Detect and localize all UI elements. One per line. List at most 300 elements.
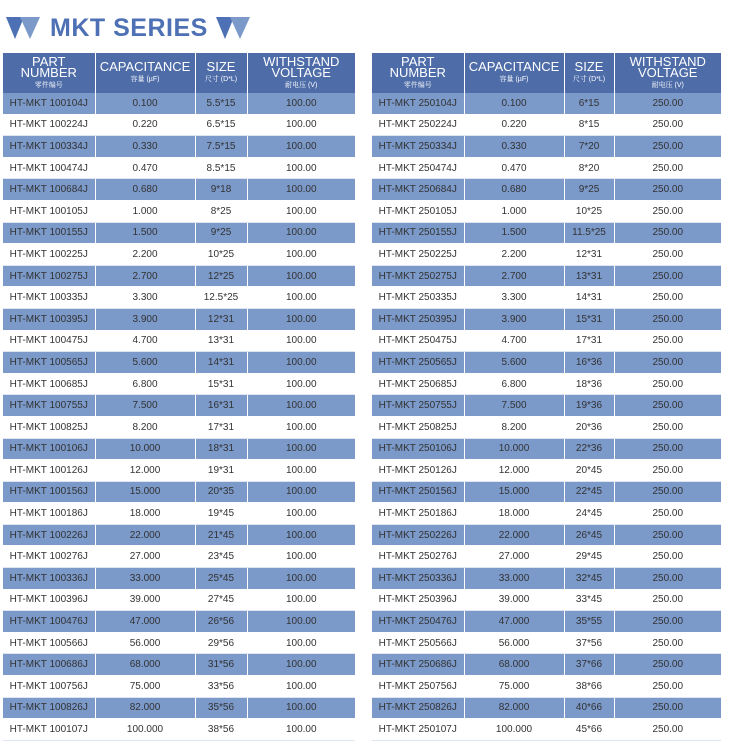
- cell-size: 12*31: [195, 308, 247, 330]
- cell-part-number: HT-MKT 250156J: [372, 481, 464, 503]
- cell-part-number: HT-MKT 250684J: [372, 179, 464, 201]
- cell-voltage: 100.00: [247, 676, 355, 698]
- cell-voltage: 100.00: [247, 395, 355, 417]
- cell-capacitance: 22.000: [95, 524, 195, 546]
- cell-capacitance: 100.000: [95, 719, 195, 741]
- header-size: SIZE 尺寸 (D*L): [195, 53, 247, 93]
- cell-capacitance: 0.220: [95, 114, 195, 136]
- cell-part-number: HT-MKT 250105J: [372, 200, 464, 222]
- table-row: [372, 438, 721, 460]
- cell-voltage: 100.00: [247, 287, 355, 309]
- cell-voltage: 100.00: [247, 719, 355, 741]
- cell-voltage: 100.00: [247, 568, 355, 590]
- table-header-row: [3, 53, 355, 93]
- cell-part-number: HT-MKT 100474J: [3, 157, 95, 179]
- table-row: [3, 481, 355, 503]
- table-row: [3, 719, 355, 741]
- cell-capacitance: 2.200: [95, 244, 195, 266]
- cell-part-number: HT-MKT 250276J: [372, 546, 464, 568]
- cell-voltage: 100.00: [247, 136, 355, 158]
- cell-part-number: HT-MKT 250334J: [372, 136, 464, 158]
- cell-voltage: 100.00: [247, 654, 355, 676]
- cell-voltage: 100.00: [247, 265, 355, 287]
- cell-size: 32*45: [564, 568, 614, 590]
- cell-part-number: HT-MKT 100186J: [3, 503, 95, 525]
- cell-capacitance: 6.800: [95, 373, 195, 395]
- table-row: [3, 308, 355, 330]
- cell-size: 17*31: [564, 330, 614, 352]
- cell-part-number: HT-MKT 100224J: [3, 114, 95, 136]
- cell-part-number: HT-MKT 250685J: [372, 373, 464, 395]
- cell-size: 26*56: [195, 611, 247, 633]
- cell-size: 10*25: [564, 200, 614, 222]
- cell-capacitance: 2.700: [464, 265, 564, 287]
- cell-voltage: 250.00: [614, 719, 721, 741]
- cell-voltage: 100.00: [247, 222, 355, 244]
- cell-size: 37*66: [564, 654, 614, 676]
- table-row: [372, 244, 721, 266]
- cell-size: 38*66: [564, 676, 614, 698]
- table-row: [3, 93, 355, 114]
- cell-size: 18*31: [195, 438, 247, 460]
- cell-capacitance: 1.000: [95, 200, 195, 222]
- double-triangle-icon: [6, 15, 42, 41]
- cell-voltage: 100.00: [247, 611, 355, 633]
- cell-part-number: HT-MKT 100106J: [3, 438, 95, 460]
- header-part-number: PART NUMBER 零件编号: [3, 53, 95, 93]
- cell-size: 14*31: [564, 287, 614, 309]
- cell-capacitance: 7.500: [464, 395, 564, 417]
- spec-table-100v: [3, 53, 355, 741]
- cell-part-number: HT-MKT 100685J: [3, 373, 95, 395]
- table-row: [3, 589, 355, 611]
- cell-size: 31*56: [195, 654, 247, 676]
- cell-capacitance: 0.680: [464, 179, 564, 201]
- cell-size: 13*31: [195, 330, 247, 352]
- cell-capacitance: 39.000: [464, 589, 564, 611]
- table-header-row: [372, 53, 721, 93]
- table-row: [372, 136, 721, 158]
- table-row: [372, 157, 721, 179]
- table-row: [3, 676, 355, 698]
- cell-voltage: 250.00: [614, 697, 721, 719]
- cell-capacitance: 10.000: [464, 438, 564, 460]
- cell-voltage: 250.00: [614, 352, 721, 374]
- table-row: [3, 416, 355, 438]
- table-row: [372, 654, 721, 676]
- cell-size: 12.5*25: [195, 287, 247, 309]
- table-row: [372, 524, 721, 546]
- cell-part-number: HT-MKT 100825J: [3, 416, 95, 438]
- cell-part-number: HT-MKT 250565J: [372, 352, 464, 374]
- cell-voltage: 100.00: [247, 481, 355, 503]
- cell-size: 19*45: [195, 503, 247, 525]
- table-row: [372, 265, 721, 287]
- cell-part-number: HT-MKT 100755J: [3, 395, 95, 417]
- cell-size: 7.5*15: [195, 136, 247, 158]
- table-row: [3, 524, 355, 546]
- table-row: [3, 287, 355, 309]
- cell-capacitance: 22.000: [464, 524, 564, 546]
- cell-part-number: HT-MKT 100566J: [3, 632, 95, 654]
- cell-part-number: HT-MKT 100565J: [3, 352, 95, 374]
- cell-capacitance: 82.000: [95, 697, 195, 719]
- table-row: [372, 395, 721, 417]
- cell-part-number: HT-MKT 100476J: [3, 611, 95, 633]
- cell-voltage: 250.00: [614, 330, 721, 352]
- cell-part-number: HT-MKT 250756J: [372, 676, 464, 698]
- table-row: [372, 114, 721, 136]
- table-row: [372, 460, 721, 482]
- cell-voltage: 100.00: [247, 416, 355, 438]
- cell-part-number: HT-MKT 250126J: [372, 460, 464, 482]
- cell-size: 22*45: [564, 481, 614, 503]
- cell-part-number: HT-MKT 100104J: [3, 93, 95, 114]
- cell-voltage: 100.00: [247, 546, 355, 568]
- cell-voltage: 100.00: [247, 330, 355, 352]
- cell-part-number: HT-MKT 100684J: [3, 179, 95, 201]
- cell-part-number: HT-MKT 100105J: [3, 200, 95, 222]
- cell-size: 33*56: [195, 676, 247, 698]
- table-row: [3, 568, 355, 590]
- cell-voltage: 100.00: [247, 352, 355, 374]
- cell-part-number: HT-MKT 100826J: [3, 697, 95, 719]
- cell-capacitance: 5.600: [95, 352, 195, 374]
- cell-capacitance: 82.000: [464, 697, 564, 719]
- cell-size: 12*31: [564, 244, 614, 266]
- cell-voltage: 250.00: [614, 222, 721, 244]
- cell-capacitance: 33.000: [95, 568, 195, 590]
- cell-capacitance: 56.000: [464, 632, 564, 654]
- cell-capacitance: 0.680: [95, 179, 195, 201]
- cell-size: 12*25: [195, 265, 247, 287]
- cell-voltage: 250.00: [614, 114, 721, 136]
- cell-voltage: 250.00: [614, 568, 721, 590]
- cell-voltage: 250.00: [614, 179, 721, 201]
- cell-voltage: 250.00: [614, 395, 721, 417]
- cell-voltage: 100.00: [247, 157, 355, 179]
- cell-size: 9*25: [195, 222, 247, 244]
- cell-part-number: HT-MKT 100475J: [3, 330, 95, 352]
- cell-part-number: HT-MKT 100686J: [3, 654, 95, 676]
- table-row: [372, 611, 721, 633]
- cell-voltage: 250.00: [614, 632, 721, 654]
- cell-voltage: 100.00: [247, 524, 355, 546]
- header-voltage: WITHSTAND VOLTAGE 耐电压 (V): [614, 53, 721, 93]
- cell-capacitance: 6.800: [464, 373, 564, 395]
- table-row: [372, 308, 721, 330]
- cell-part-number: HT-MKT 250335J: [372, 287, 464, 309]
- table-row: [372, 697, 721, 719]
- cell-capacitance: 5.600: [464, 352, 564, 374]
- table-row: [3, 114, 355, 136]
- cell-capacitance: 1.000: [464, 200, 564, 222]
- table-row: [3, 546, 355, 568]
- cell-size: 7*20: [564, 136, 614, 158]
- table-row: [372, 546, 721, 568]
- cell-capacitance: 27.000: [95, 546, 195, 568]
- cell-part-number: HT-MKT 250186J: [372, 503, 464, 525]
- cell-voltage: 250.00: [614, 460, 721, 482]
- cell-part-number: HT-MKT 100126J: [3, 460, 95, 482]
- cell-capacitance: 47.000: [464, 611, 564, 633]
- table-row: [3, 244, 355, 266]
- table-row: [372, 719, 721, 741]
- cell-part-number: HT-MKT 250825J: [372, 416, 464, 438]
- cell-part-number: HT-MKT 100276J: [3, 546, 95, 568]
- cell-part-number: HT-MKT 100155J: [3, 222, 95, 244]
- table-row: [372, 93, 721, 114]
- title-bar: [6, 8, 252, 48]
- cell-size: 37*56: [564, 632, 614, 654]
- cell-size: 19*36: [564, 395, 614, 417]
- table-row: [372, 589, 721, 611]
- cell-voltage: 100.00: [247, 179, 355, 201]
- table-row: [3, 200, 355, 222]
- cell-capacitance: 8.200: [464, 416, 564, 438]
- cell-size: 19*31: [195, 460, 247, 482]
- cell-part-number: HT-MKT 250396J: [372, 589, 464, 611]
- cell-size: 38*56: [195, 719, 247, 741]
- cell-voltage: 250.00: [614, 287, 721, 309]
- cell-part-number: HT-MKT 250155J: [372, 222, 464, 244]
- cell-voltage: 250.00: [614, 589, 721, 611]
- cell-voltage: 250.00: [614, 265, 721, 287]
- table-row: [372, 481, 721, 503]
- cell-size: 8*25: [195, 200, 247, 222]
- page-title: MKT SERIES: [50, 14, 208, 42]
- table-row: [3, 503, 355, 525]
- cell-capacitance: 47.000: [95, 611, 195, 633]
- table-row: [372, 676, 721, 698]
- cell-size: 35*55: [564, 611, 614, 633]
- cell-capacitance: 0.100: [95, 93, 195, 114]
- cell-part-number: HT-MKT 250686J: [372, 654, 464, 676]
- cell-size: 16*36: [564, 352, 614, 374]
- cell-part-number: HT-MKT 100275J: [3, 265, 95, 287]
- cell-capacitance: 12.000: [464, 460, 564, 482]
- cell-capacitance: 1.500: [464, 222, 564, 244]
- cell-capacitance: 18.000: [464, 503, 564, 525]
- cell-voltage: 250.00: [614, 136, 721, 158]
- cell-capacitance: 12.000: [95, 460, 195, 482]
- table-row: [3, 157, 355, 179]
- cell-size: 26*45: [564, 524, 614, 546]
- table-row: [3, 265, 355, 287]
- cell-size: 6.5*15: [195, 114, 247, 136]
- table-body: [3, 93, 355, 740]
- cell-size: 14*31: [195, 352, 247, 374]
- header-capacitance: CAPACITANCE 容量 (µF): [95, 53, 195, 93]
- cell-capacitance: 3.900: [95, 308, 195, 330]
- cell-size: 21*45: [195, 524, 247, 546]
- cell-voltage: 100.00: [247, 244, 355, 266]
- cell-size: 11.5*25: [564, 222, 614, 244]
- cell-part-number: HT-MKT 250104J: [372, 93, 464, 114]
- cell-capacitance: 3.300: [95, 287, 195, 309]
- cell-size: 33*45: [564, 589, 614, 611]
- cell-capacitance: 4.700: [95, 330, 195, 352]
- cell-voltage: 250.00: [614, 524, 721, 546]
- cell-size: 9*18: [195, 179, 247, 201]
- cell-voltage: 100.00: [247, 373, 355, 395]
- cell-size: 45*66: [564, 719, 614, 741]
- cell-voltage: 100.00: [247, 460, 355, 482]
- table-row: [372, 287, 721, 309]
- table-row: [3, 395, 355, 417]
- spec-table-250v: [372, 53, 721, 741]
- cell-size: 15*31: [564, 308, 614, 330]
- table-row: [3, 373, 355, 395]
- table-row: [3, 460, 355, 482]
- cell-part-number: HT-MKT 100334J: [3, 136, 95, 158]
- table-row: [3, 654, 355, 676]
- cell-capacitance: 0.220: [464, 114, 564, 136]
- table-row: [372, 222, 721, 244]
- cell-size: 10*25: [195, 244, 247, 266]
- cell-part-number: HT-MKT 250566J: [372, 632, 464, 654]
- cell-part-number: HT-MKT 250475J: [372, 330, 464, 352]
- table-row: [3, 632, 355, 654]
- cell-voltage: 250.00: [614, 157, 721, 179]
- cell-capacitance: 100.000: [464, 719, 564, 741]
- cell-capacitance: 0.330: [95, 136, 195, 158]
- table-row: [372, 200, 721, 222]
- cell-part-number: HT-MKT 100156J: [3, 481, 95, 503]
- table-row: [372, 632, 721, 654]
- cell-part-number: HT-MKT 100226J: [3, 524, 95, 546]
- cell-size: 24*45: [564, 503, 614, 525]
- cell-part-number: HT-MKT 100756J: [3, 676, 95, 698]
- cell-voltage: 250.00: [614, 93, 721, 114]
- cell-capacitance: 75.000: [95, 676, 195, 698]
- cell-capacitance: 3.300: [464, 287, 564, 309]
- cell-part-number: HT-MKT 100225J: [3, 244, 95, 266]
- table-row: [3, 222, 355, 244]
- cell-size: 8*20: [564, 157, 614, 179]
- cell-size: 20*35: [195, 481, 247, 503]
- cell-size: 25*45: [195, 568, 247, 590]
- cell-size: 23*45: [195, 546, 247, 568]
- cell-voltage: 250.00: [614, 244, 721, 266]
- table-row: [372, 503, 721, 525]
- cell-size: 5.5*15: [195, 93, 247, 114]
- cell-capacitance: 4.700: [464, 330, 564, 352]
- table-row: [372, 568, 721, 590]
- cell-size: 15*31: [195, 373, 247, 395]
- cell-size: 16*31: [195, 395, 247, 417]
- cell-voltage: 250.00: [614, 416, 721, 438]
- cell-voltage: 250.00: [614, 676, 721, 698]
- cell-part-number: HT-MKT 250476J: [372, 611, 464, 633]
- cell-capacitance: 3.900: [464, 308, 564, 330]
- cell-voltage: 100.00: [247, 697, 355, 719]
- cell-voltage: 250.00: [614, 200, 721, 222]
- cell-capacitance: 2.200: [464, 244, 564, 266]
- cell-part-number: HT-MKT 250336J: [372, 568, 464, 590]
- cell-voltage: 250.00: [614, 308, 721, 330]
- cell-voltage: 250.00: [614, 438, 721, 460]
- table-row: [372, 416, 721, 438]
- cell-part-number: HT-MKT 100395J: [3, 308, 95, 330]
- cell-voltage: 250.00: [614, 373, 721, 395]
- cell-size: 20*45: [564, 460, 614, 482]
- cell-part-number: HT-MKT 250107J: [372, 719, 464, 741]
- cell-voltage: 250.00: [614, 503, 721, 525]
- table-row: [3, 136, 355, 158]
- table-row: [3, 352, 355, 374]
- cell-size: 8.5*15: [195, 157, 247, 179]
- cell-size: 22*36: [564, 438, 614, 460]
- double-triangle-icon: [216, 15, 252, 41]
- cell-size: 6*15: [564, 93, 614, 114]
- table-row: [3, 611, 355, 633]
- cell-part-number: HT-MKT 100107J: [3, 719, 95, 741]
- cell-part-number: HT-MKT 250275J: [372, 265, 464, 287]
- cell-voltage: 100.00: [247, 438, 355, 460]
- cell-size: 17*31: [195, 416, 247, 438]
- cell-capacitance: 7.500: [95, 395, 195, 417]
- table-row: [3, 697, 355, 719]
- cell-size: 20*36: [564, 416, 614, 438]
- cell-voltage: 100.00: [247, 200, 355, 222]
- cell-capacitance: 18.000: [95, 503, 195, 525]
- cell-part-number: HT-MKT 250224J: [372, 114, 464, 136]
- cell-size: 35*56: [195, 697, 247, 719]
- table-row: [372, 373, 721, 395]
- cell-voltage: 250.00: [614, 481, 721, 503]
- cell-capacitance: 10.000: [95, 438, 195, 460]
- cell-voltage: 100.00: [247, 589, 355, 611]
- cell-voltage: 250.00: [614, 546, 721, 568]
- cell-capacitance: 15.000: [95, 481, 195, 503]
- cell-capacitance: 2.700: [95, 265, 195, 287]
- header-voltage: WITHSTAND VOLTAGE 耐电压 (V): [247, 53, 355, 93]
- cell-part-number: HT-MKT 100336J: [3, 568, 95, 590]
- table-row: [372, 352, 721, 374]
- cell-size: 29*56: [195, 632, 247, 654]
- cell-voltage: 100.00: [247, 93, 355, 114]
- cell-part-number: HT-MKT 100396J: [3, 589, 95, 611]
- cell-part-number: HT-MKT 250226J: [372, 524, 464, 546]
- cell-capacitance: 0.330: [464, 136, 564, 158]
- cell-capacitance: 33.000: [464, 568, 564, 590]
- table-body: [372, 93, 721, 740]
- cell-capacitance: 68.000: [95, 654, 195, 676]
- cell-part-number: HT-MKT 250755J: [372, 395, 464, 417]
- table-row: [372, 179, 721, 201]
- cell-capacitance: 68.000: [464, 654, 564, 676]
- cell-capacitance: 75.000: [464, 676, 564, 698]
- cell-size: 13*31: [564, 265, 614, 287]
- cell-capacitance: 27.000: [464, 546, 564, 568]
- cell-capacitance: 8.200: [95, 416, 195, 438]
- cell-capacitance: 39.000: [95, 589, 195, 611]
- cell-part-number: HT-MKT 250474J: [372, 157, 464, 179]
- table-row: [3, 179, 355, 201]
- cell-part-number: HT-MKT 100335J: [3, 287, 95, 309]
- table-row: [3, 330, 355, 352]
- cell-voltage: 100.00: [247, 503, 355, 525]
- cell-capacitance: 15.000: [464, 481, 564, 503]
- header-capacitance: CAPACITANCE 容量 (µF): [464, 53, 564, 93]
- cell-size: 29*45: [564, 546, 614, 568]
- cell-capacitance: 0.470: [464, 157, 564, 179]
- cell-capacitance: 0.470: [95, 157, 195, 179]
- header-part-number: PART NUMBER 零件编号: [372, 53, 464, 93]
- header-size: SIZE 尺寸 (D*L): [564, 53, 614, 93]
- cell-voltage: 250.00: [614, 611, 721, 633]
